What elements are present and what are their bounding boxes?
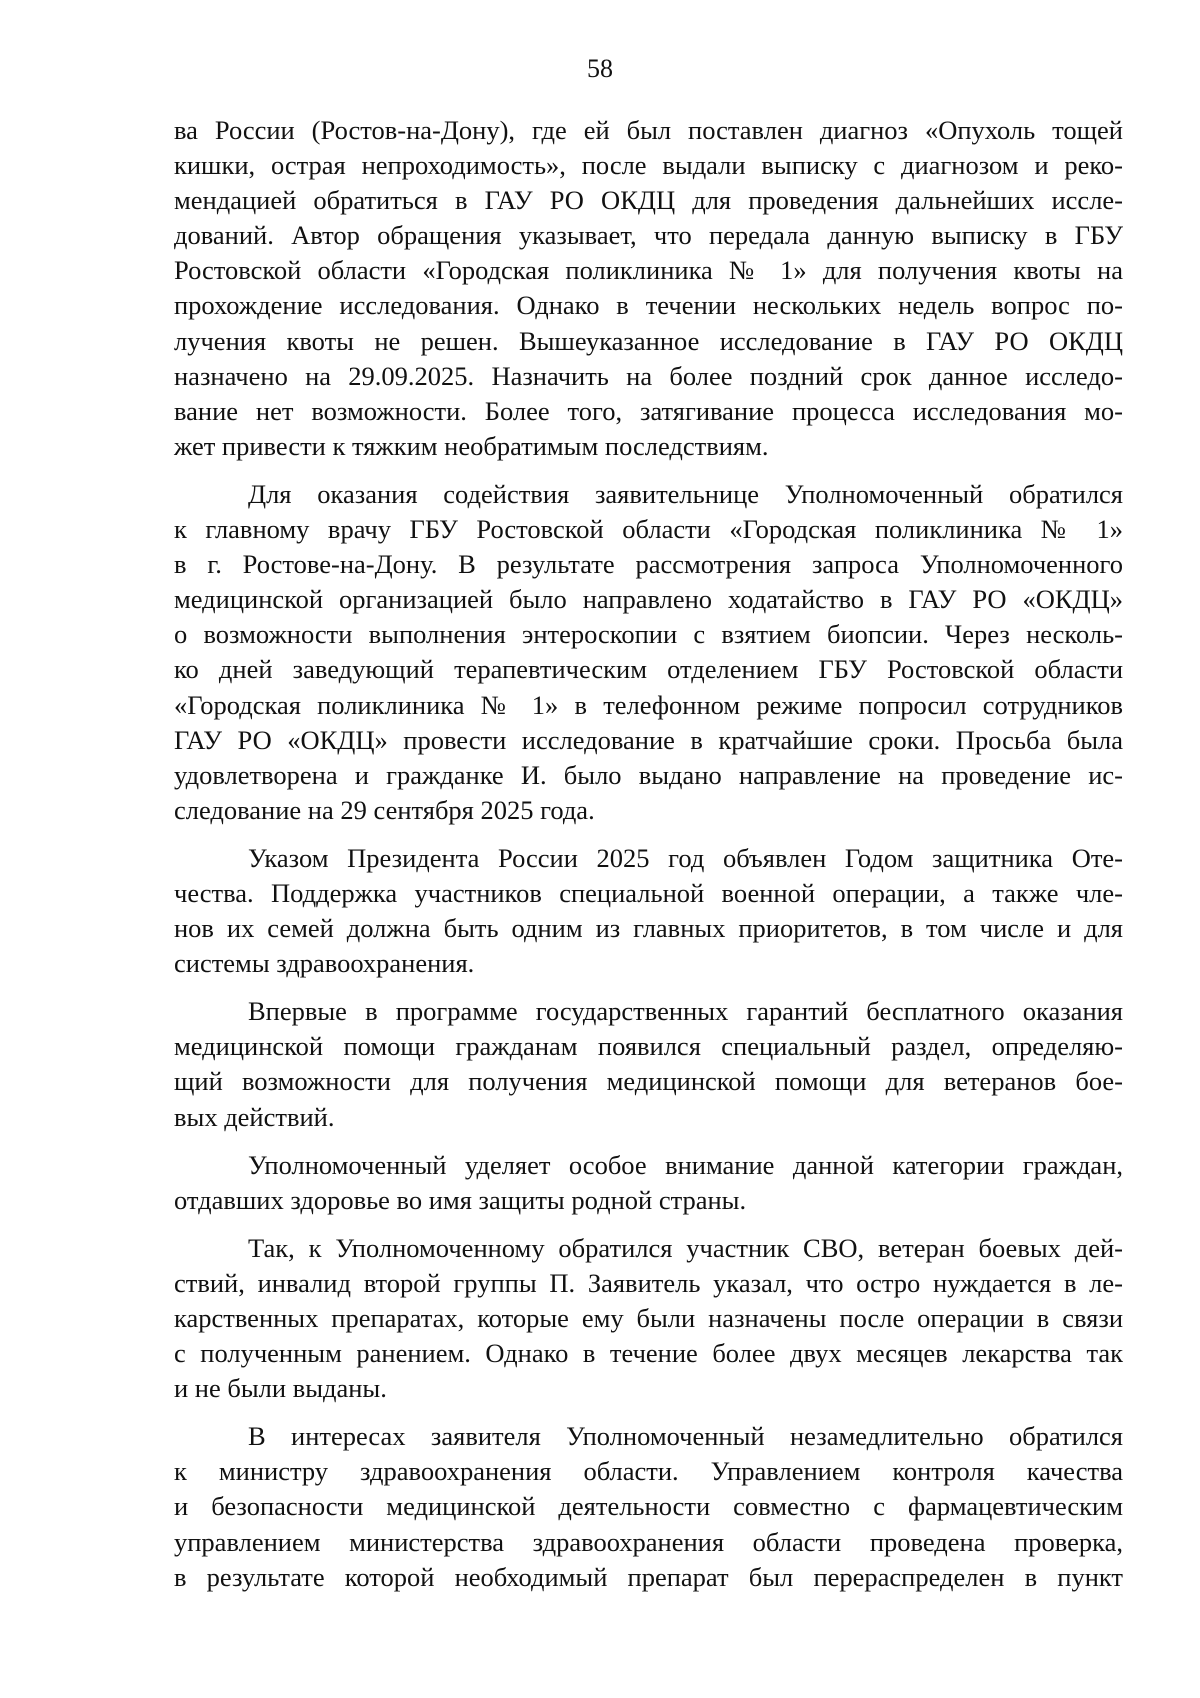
text-line: В интересах заявителя Уполномоченный незамедлительно обратился bbox=[248, 1421, 1123, 1452]
paragraph bbox=[174, 841, 1123, 981]
text-line: удовлетворена и гражданке И. было выдано направление на проведение ис- bbox=[174, 759, 1123, 790]
text-line: назначено на 29.09.2025. Назначить на более поздний срок данное исследо- bbox=[174, 360, 1123, 391]
text-line: медицинской помощи гражданам появился специальный раздел, определяю- bbox=[174, 1031, 1123, 1062]
text-line: Указом Президента России 2025 год объявлен Годом защитника Оте- bbox=[248, 842, 1123, 873]
text-line: отдавших здоровье во имя защиты родной страны. bbox=[174, 1184, 747, 1215]
text-line: в результате которой необходимый препарат был перераспределен в пункт bbox=[174, 1561, 1123, 1592]
text-line: Так, к Уполномоченному обратился участник СВО, ветеран боевых дей- bbox=[248, 1232, 1123, 1263]
text-line: Впервые в программе государственных гарантий бесплатного оказания bbox=[248, 996, 1123, 1027]
text-line: «Городская поликлиника № 1» в телефонном режиме попросил сотрудников bbox=[174, 689, 1123, 720]
text-line: нов их семей должна быть одним из главных приоритетов, в том числе и для bbox=[174, 913, 1123, 944]
text-line: чества. Поддержка участников специальной военной операции, а также чле- bbox=[174, 877, 1123, 908]
paragraph bbox=[174, 113, 1123, 464]
text-line: щий возможности для получения медицинской помощи для ветеранов бое- bbox=[174, 1066, 1123, 1097]
document-body bbox=[174, 113, 1123, 1608]
text-line: прохождение исследования. Однако в течении нескольких недель вопрос по- bbox=[174, 290, 1123, 321]
text-line: ко дней заведующий терапевтическим отделением ГБУ Ростовской области bbox=[174, 654, 1123, 685]
text-line: с полученным ранением. Однако в течение более двух месяцев лекарства так bbox=[174, 1338, 1123, 1369]
paragraph bbox=[174, 477, 1123, 828]
text-line: Ростовской области «Городская поликлиника № 1» для получения квоты на bbox=[174, 255, 1123, 286]
text-line: следование на 29 сентября 2025 года. bbox=[174, 794, 595, 825]
page-number: 58 bbox=[587, 54, 613, 83]
text-line: о возможности выполнения энтероскопии с взятием биопсии. Через несколь- bbox=[174, 619, 1123, 650]
text-line: кишки, острая непроходимость», после выдали выписку с диагнозом и реко- bbox=[174, 150, 1123, 181]
text-line: вых действий. bbox=[174, 1101, 335, 1132]
text-line: вание нет возможности. Более того, затягивание процесса исследования мо- bbox=[174, 395, 1123, 426]
text-line: Для оказания содействия заявительнице Уполномоченный обратился bbox=[248, 478, 1123, 509]
text-line: управлением министерства здравоохранения области проведена проверка, bbox=[174, 1526, 1123, 1557]
paragraph bbox=[174, 1419, 1123, 1594]
text-line: жет привести к тяжким необратимым последствиям. bbox=[174, 430, 769, 461]
text-line: дований. Автор обращения указывает, что передала данную выписку в ГБУ bbox=[174, 220, 1123, 251]
text-line: системы здравоохранения. bbox=[174, 948, 475, 979]
text-line: карственных препаратах, которые ему были назначены после операции в связи bbox=[174, 1303, 1123, 1333]
text-line: в г. Ростове-на-Дону. В результате рассмотрения запроса Уполномоченного bbox=[174, 549, 1123, 580]
paragraph bbox=[174, 1148, 1123, 1218]
text-line: ва России (Ростов-на-Дону), где ей был поставлен диагноз «Опухоль тощей bbox=[174, 115, 1123, 145]
text-line: мендацией обратиться в ГАУ РО ОКДЦ для проведения дальнейших иссле- bbox=[174, 185, 1123, 216]
text-line: ГАУ РО «ОКДЦ» провести исследование в кратчайшие сроки. Просьба была bbox=[174, 724, 1123, 755]
text-line: и безопасности медицинской деятельности совместно с фармацевтическим bbox=[174, 1491, 1123, 1522]
text-line: медицинской организацией было направлено ходатайство в ГАУ РО «ОКДЦ» bbox=[174, 584, 1123, 615]
text-line: ствий, инвалид второй группы П. Заявитель указал, что остро нуждается в ле- bbox=[174, 1267, 1123, 1298]
text-line: и не были выданы. bbox=[174, 1373, 387, 1404]
text-line: Уполномоченный уделяет особое внимание данной категории граждан, bbox=[248, 1149, 1123, 1180]
text-line: лучения квоты не решен. Вышеуказанное исследование в ГАУ РО ОКДЦ bbox=[174, 325, 1123, 356]
paragraph bbox=[174, 1231, 1123, 1406]
text-line: к министру здравоохранения области. Управлением контроля качества bbox=[174, 1456, 1123, 1487]
paragraph bbox=[174, 994, 1123, 1134]
text-line: к главному врачу ГБУ Ростовской области «Городская поликлиника № 1» bbox=[174, 514, 1123, 545]
